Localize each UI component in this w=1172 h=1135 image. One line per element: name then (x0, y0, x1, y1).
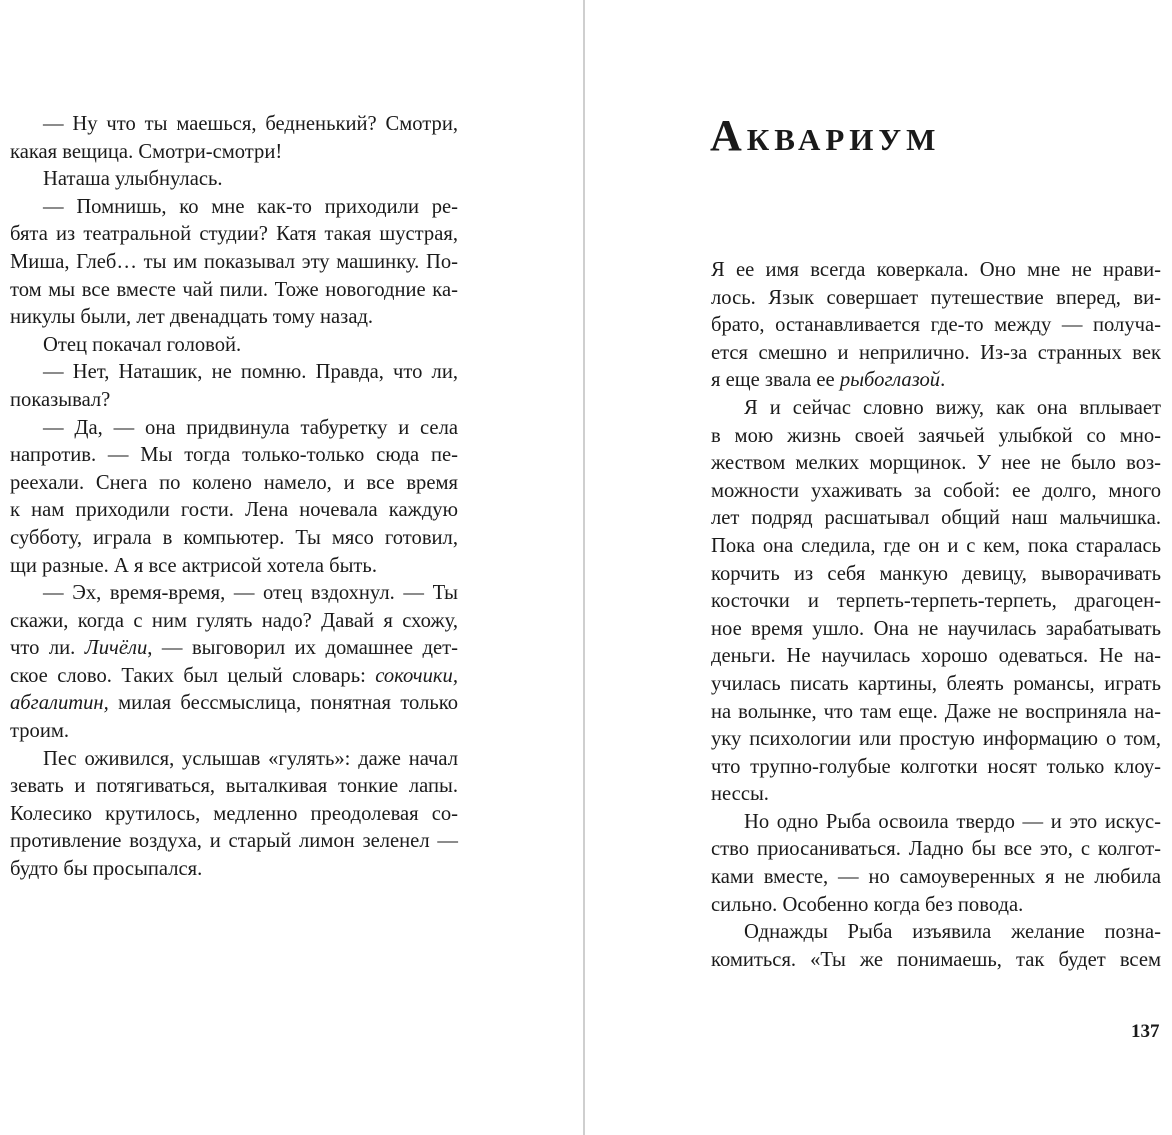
text-line: жеством мелких морщинок. У нее не было воз- (711, 452, 1161, 475)
text-line: комиться. «Ты же понимаешь, так будет всем (711, 948, 1161, 971)
left-page (0, 0, 584, 1135)
text-line: реехали. Снега по колено намело, и все время (10, 471, 458, 494)
text-line: ное время ушло. Она не научилась зарабатывать (711, 617, 1161, 640)
text-line: сильно. Особенно когда без повода. (711, 893, 1024, 916)
text-line: показывал? (10, 388, 111, 411)
text-line: Но одно Рыба освоила твердо — и это искус- (744, 810, 1161, 833)
text-line: Я ее имя всегда коверкала. Оно мне не нрави- (711, 259, 1161, 281)
page-gutter (583, 0, 585, 1135)
text-line: ется смешно и неприлично. Из-за странных век (711, 341, 1161, 364)
text-line: зевать и потягиваться, выталкивая тонкие лапы. (10, 775, 458, 798)
text-line: можности ухаживать за собой: ее долго, много (711, 479, 1161, 502)
text-line: брато, останавливается где-то между — получа- (711, 314, 1161, 337)
text-line: скажи, когда с ним гулять надо? Давай я схожу, (10, 609, 458, 632)
text-line: что трупно-голубые колготки носят только клоу- (711, 755, 1161, 778)
text-line: училась писать картины, блеять романсы, играть (711, 672, 1161, 695)
text-line: щи разные. А я все актрисой хотела быть. (10, 554, 377, 577)
text-line: корчить из себя манкую девицу, выворачивать (711, 562, 1161, 585)
text-line: бята из театральной студии? Катя такая шустрая, (10, 223, 458, 246)
right-page (586, 0, 1172, 1135)
text-line: ство приосаниваться. Ладно бы все это, с колгот- (711, 838, 1161, 861)
italic-text: Личёли (84, 637, 148, 660)
right-page-text (711, 257, 1161, 974)
italic-text: абгалитин, (10, 692, 109, 715)
text-line: субботу, играла в компьютер. Ты мясо готовил, (10, 526, 458, 549)
text-line: Пока она следила, где он и с кем, пока старалась (711, 534, 1161, 557)
text-line: — Ну что ты маешься, бедненький? Смотри, (43, 113, 458, 135)
text-line: я еще звала ее рыбоглазой. (711, 369, 946, 392)
text-line: на волынке, что там еще. Даже не восприняла на- (711, 700, 1161, 723)
chapter-title: Аквариум (710, 111, 941, 160)
text-line: том мы все вместе чай пили. Тоже новогодние ка- (10, 278, 458, 301)
left-page-text (10, 111, 458, 884)
text-line: — Да, — она придвинула табуретку и села (43, 416, 458, 439)
text-line: абгалитин, милая бессмыслица, понятная только (10, 692, 458, 715)
italic-text: сокочики, (375, 664, 458, 687)
text-line: косточки и терпеть-терпеть-терпеть, драгоцен- (711, 590, 1161, 613)
text-line: троим. (10, 720, 70, 743)
text-line: — Эх, время-время, — отец вздохнул. — Ты (43, 582, 458, 605)
text-line: Миша, Глеб… ты им показывал эту машинку. По- (10, 250, 458, 273)
text-line: Пес оживился, услышав «гулять»: даже начал (43, 747, 458, 770)
text-line: какая вещица. Смотри-смотри! (10, 140, 283, 163)
text-line: Наташа улыбнулась. (43, 168, 223, 191)
text-line: никулы были, лет двенадцать тому назад. (10, 306, 374, 329)
text-line: Я и сейчас словно вижу, как она вплывает (744, 396, 1161, 419)
text-line: Колесико крутилось, медленно преодолевая со- (10, 802, 458, 825)
text-line: — Помнишь, ко мне как-то приходили ре- (43, 195, 458, 218)
text-line: будто бы просыпался. (10, 858, 203, 881)
text-line: что ли. Личёли, — выговорил их домашнее дет- (10, 637, 458, 660)
text-line: напротив. — Мы тогда только-только сюда пе- (10, 444, 458, 467)
text-line: лось. Язык совершает путешествие вперед, ви- (711, 286, 1161, 309)
text-line: деньги. Не научилась хорошо одеваться. Не на- (711, 645, 1161, 668)
text-line: — Нет, Наташик, не помню. Правда, что ли, (43, 361, 458, 384)
page-number: 137 (1131, 1021, 1160, 1042)
text-line: ское слово. Таких был целый словарь: сокочики, (10, 664, 458, 687)
text-line: нессы. (711, 783, 769, 806)
text-line: к нам приходили гости. Лена ночевала каждую (10, 499, 458, 522)
italic-text: рыбоглазой (839, 369, 941, 392)
text-line: лет подряд расшатывал общий наш мальчишка. (711, 507, 1161, 530)
text-line: Отец покачал головой. (43, 333, 242, 356)
text-line: ками вместе, — но самоуверенных я не любила (711, 866, 1161, 889)
text-line: Однажды Рыба изъявила желание позна- (744, 921, 1161, 944)
text-line: противление воздуха, и старый лимон зеленел — (10, 830, 458, 853)
text-line: уку психологии или простую информацию о том, (711, 728, 1161, 751)
text-line: в мою жизнь своей заячьей улыбкой со мно- (711, 424, 1161, 447)
